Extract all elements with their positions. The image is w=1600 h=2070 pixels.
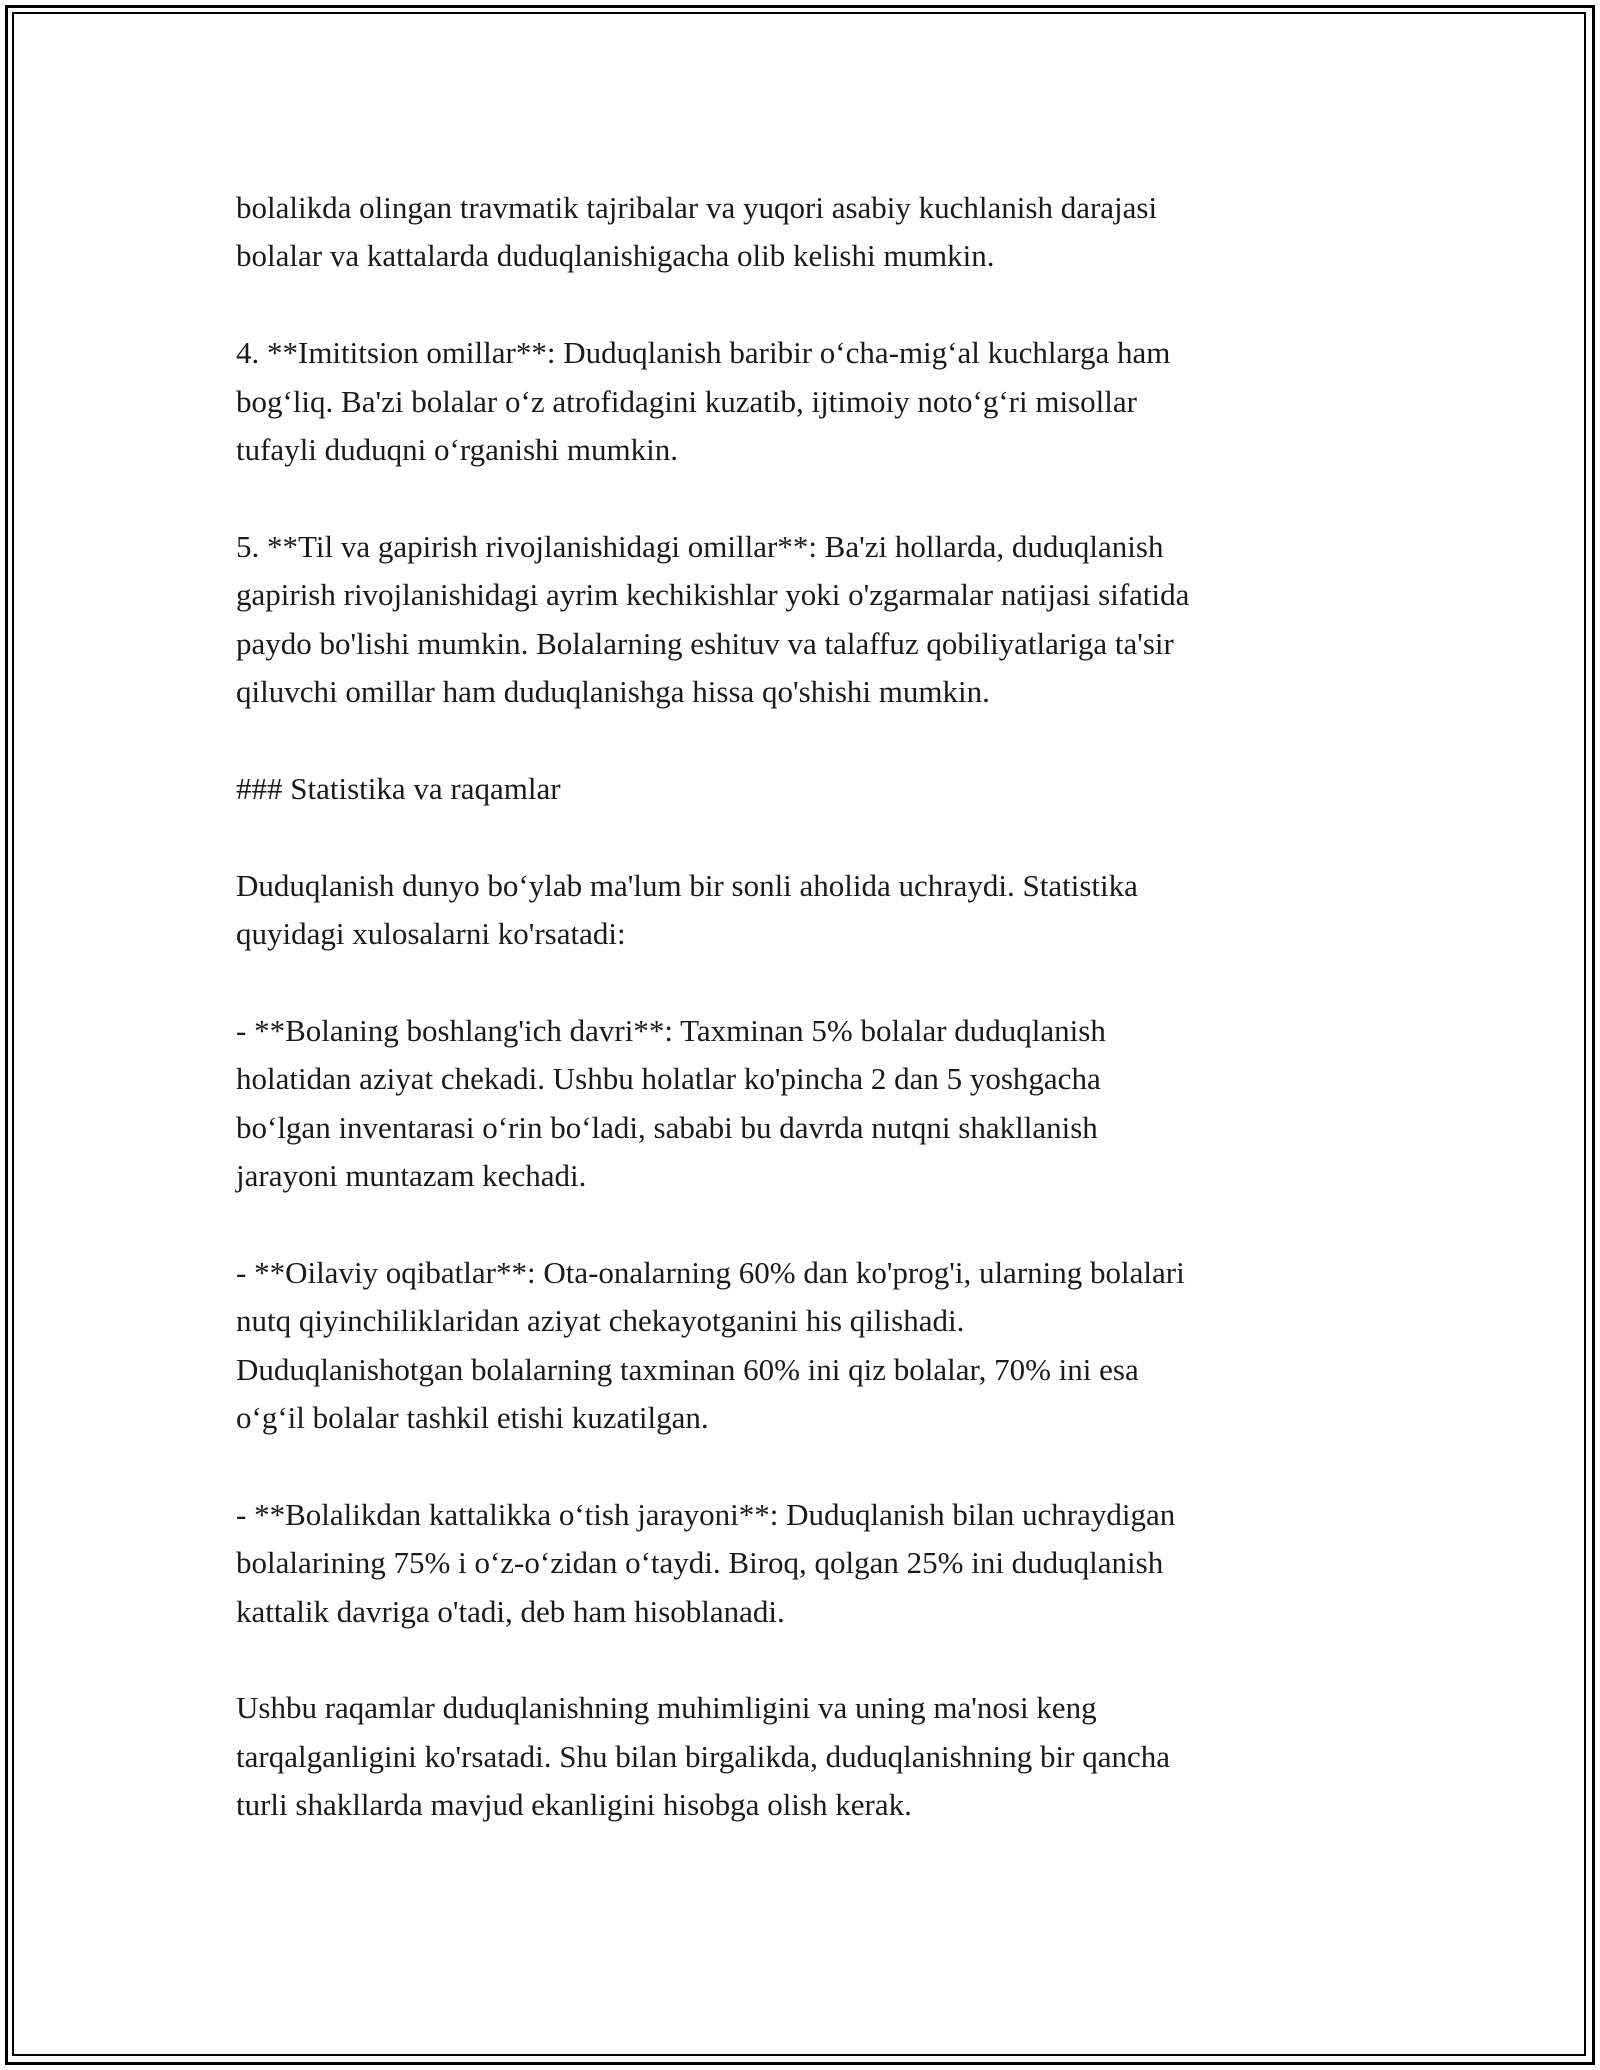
text-line: tufayli duduqni oʻrganishi mumkin. xyxy=(236,432,679,468)
text-line: oʻgʻil bolalar tashkil etishi kuzatilgan. xyxy=(236,1400,709,1436)
text-line: boʻlgan inventarasi oʻrin boʻladi, sababi bu davrda nutqni shakllanish xyxy=(236,1109,1098,1145)
text-line: bogʻliq. Ba'zi bolalar oʻz atrofidagini kuzatib, ijtimoiy notoʻgʻri misollar xyxy=(236,383,1137,419)
text-line: Duduqlanish dunyo boʻylab ma'lum bir sonli aholida uchraydi. Statistika xyxy=(236,867,1138,903)
section-heading-statistics xyxy=(236,765,1376,813)
text-line: - **Bolalikdan kattalikka oʻtish jarayoni**: Duduqlanish bilan uchraydigan xyxy=(236,1496,1176,1532)
text-line: tarqalganligini ko'rsatadi. Shu bilan birgalikda, duduqlanishning bir qancha xyxy=(236,1738,1170,1774)
text-line: nutq qiyinchiliklaridan aziyat chekayotganini his qilishadi. xyxy=(236,1303,965,1339)
paragraph-language-factors xyxy=(236,523,1376,717)
text-line: turli shakllarda mavjud ekanligini hisobga olish kerak. xyxy=(236,1787,912,1823)
paragraph-conclusion xyxy=(236,1684,1376,1829)
text-line: Ushbu raqamlar duduqlanishning muhimligini va uning ma'nosi keng xyxy=(236,1690,1097,1726)
text-line: kattalik davriga o'tadi, deb ham hisoblanadi. xyxy=(236,1593,785,1629)
text-line: bolalikda olingan travmatik tajribalar va yuqori asabiy kuchlanish darajasi xyxy=(236,190,1158,225)
paragraph-trauma-continuation xyxy=(236,184,1376,281)
heading-text: ### Statistika va raqamlar xyxy=(236,770,561,806)
text-line: paydo bo'lishi mumkin. Bolalarning eshituv va talaffuz qobiliyatlariga ta'sir xyxy=(236,625,1174,661)
text-line: Duduqlanishotgan bolalarning taxminan 60% ini qiz bolalar, 70% ini esa xyxy=(236,1351,1139,1387)
list-item-early-childhood xyxy=(236,1007,1376,1201)
paragraph-statistics-intro xyxy=(236,862,1376,959)
text-line: gapirish rivojlanishidagi ayrim kechikishlar yoki o'zgarmalar natijasi sifatida xyxy=(236,577,1190,613)
paragraph-imitation-factors xyxy=(236,329,1376,474)
text-line: bolalarining 75% i oʻz-oʻzidan oʻtaydi. Biroq, qolgan 25% ini duduqlanish xyxy=(236,1545,1164,1581)
list-item-childhood-to-adulthood xyxy=(236,1491,1376,1636)
text-line: bolalar va kattalarda duduqlanishigacha olib kelishi mumkin. xyxy=(236,238,995,274)
list-item-family-consequences xyxy=(236,1249,1376,1443)
text-line: holatidan aziyat chekadi. Ushbu holatlar ko'pincha 2 dan 5 yoshgacha xyxy=(236,1061,1101,1097)
text-line: - **Oilaviy oqibatlar**: Ota-onalarning 60% dan ko'prog'i, ularning bolalari xyxy=(236,1254,1185,1290)
document-body xyxy=(236,184,1376,1878)
text-line: jarayoni muntazam kechadi. xyxy=(236,1158,587,1194)
text-line: quyidagi xulosalarni ko'rsatadi: xyxy=(236,916,626,952)
text-line: 5. **Til va gapirish rivojlanishidagi omillar**: Ba'zi hollarda, duduqlanish xyxy=(236,528,1164,564)
text-line: 4. **Imititsion omillar**: Duduqlanish baribir oʻcha-migʻal kuchlarga ham xyxy=(236,335,1171,371)
text-line: qiluvchi omillar ham duduqlanishga hissa qo'shishi mumkin. xyxy=(236,674,990,710)
text-line: - **Bolaning boshlang'ich davri**: Taxminan 5% bolalar duduqlanish xyxy=(236,1012,1106,1048)
